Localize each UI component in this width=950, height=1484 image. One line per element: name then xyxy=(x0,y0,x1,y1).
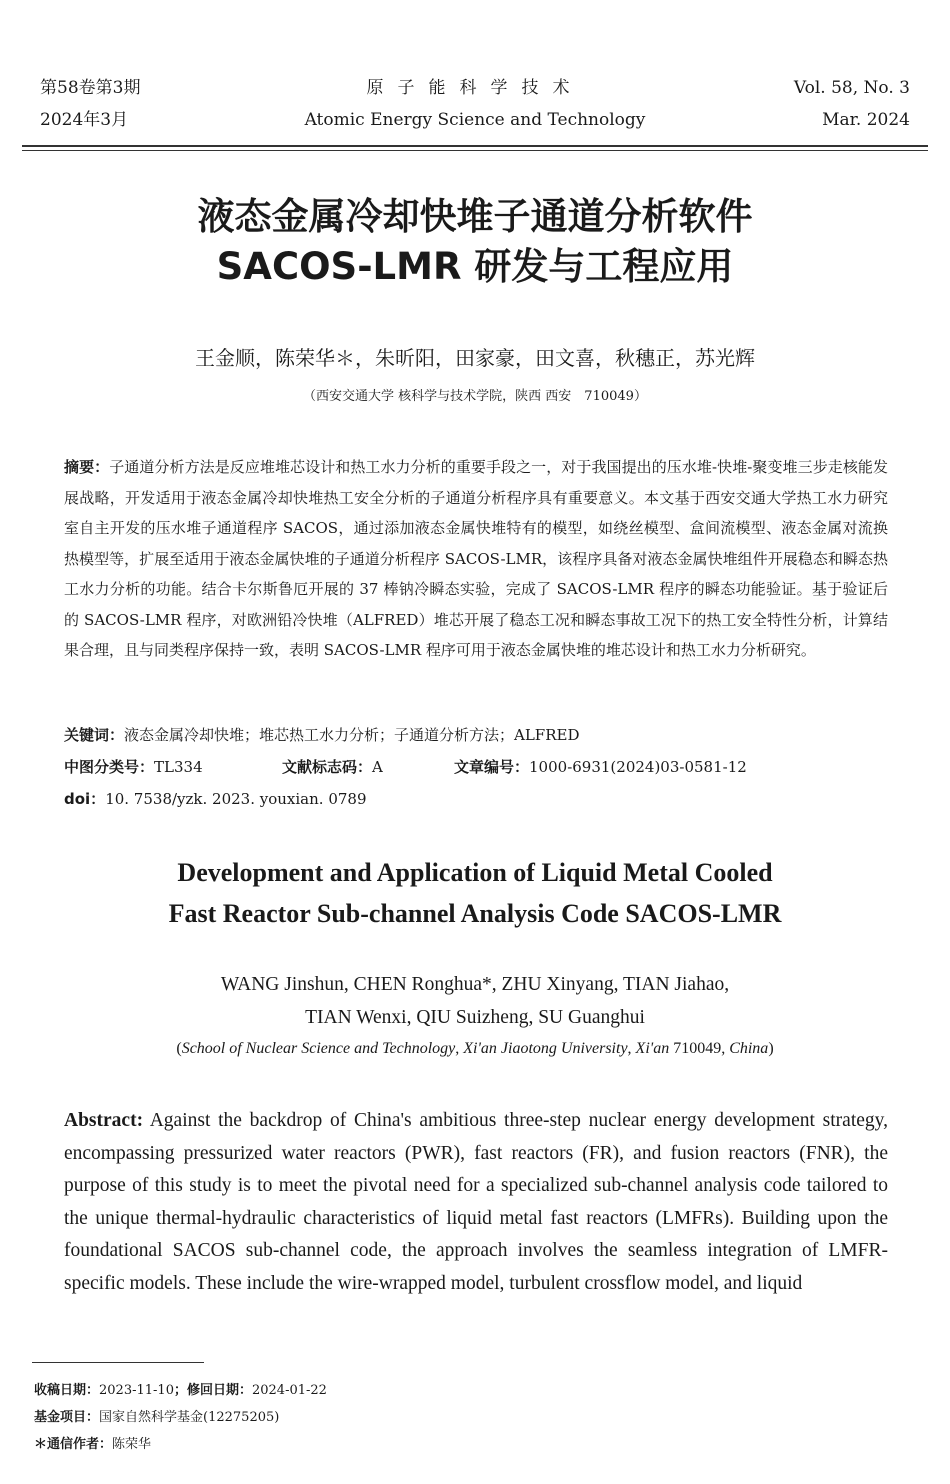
journal-header xyxy=(40,72,910,142)
authors-cn: 王金顺，陈荣华＊，朱昕阳，田家豪，田文喜，秋穗正，苏光辉 xyxy=(195,346,755,370)
affil-country: China xyxy=(729,1040,769,1057)
doi-value: 10. 7538/yzk. 2023. youxian. 0789 xyxy=(105,790,367,808)
abstract-en xyxy=(64,1105,888,1301)
doi-line xyxy=(64,786,367,812)
abstract-en-text: Against the backdrop of China's ambitious three-step nuclear energy development strategy, encompassing pressurized water reactors (PWR), fast reactors (FR), and fusion reactors (FNR), the purpose of this study is to meet the pivotal need for a specialized sub-channel analysis code tailored to the unique thermal-hydraulic characteristics of liquid metal fast reactors (LMFRs). Building upon the foundational SACOS sub-channel code, the approach involves the seamless integration of LMFR-specific models. These include the wire-wrapped model, turbulent crossflow model, and liquid xyxy=(64,1110,888,1294)
journal-name-cn: 原子能科学技术 xyxy=(366,78,584,98)
corresponding-value: 陈荣华 xyxy=(112,1437,152,1452)
received-value: 2023-11-10 xyxy=(99,1383,174,1398)
affil-close: ) xyxy=(768,1040,774,1057)
authors-en-line-1: WANG Jinshun, CHEN Ronghua*, ZHU Xinyang, TIAN Jiahao, xyxy=(220,974,730,995)
footnote-rule xyxy=(32,1362,204,1363)
abstract-cn xyxy=(64,452,888,666)
received-label: 收稿日期： xyxy=(34,1383,100,1398)
abstract-cn-label: 摘要： xyxy=(64,458,110,476)
date-cn: 2024年3月 xyxy=(40,110,129,130)
doi-label: doi： xyxy=(64,790,106,808)
affil-school: School of Nuclear Science and Technology xyxy=(181,1040,456,1057)
title-en xyxy=(0,852,950,934)
volume-cn: 第58卷第3期 xyxy=(40,78,141,98)
affil-univ: Xi'an Jiaotong University xyxy=(463,1040,628,1057)
title-en-line-2: Fast Reactor Sub-channel Analysis Code SACOS-LMR xyxy=(168,899,782,928)
affil-city: Xi'an xyxy=(635,1040,670,1057)
date-en: Mar. 2024 xyxy=(822,110,910,130)
affil-sep-2: , xyxy=(627,1040,636,1057)
volume-en: Vol. 58, No. 3 xyxy=(793,78,910,98)
title-cn-line-1: 液态金属冷却快堆子通道分析软件 xyxy=(197,195,753,238)
article-number-value: 1000-6931(2024)03-0581-12 xyxy=(529,758,747,776)
header-right xyxy=(794,72,910,136)
title-en-line-1: Development and Application of Liquid Metal Cooled xyxy=(177,858,773,887)
doc-code-item xyxy=(282,754,454,780)
journal-name-en: Atomic Energy Science and Technology xyxy=(304,110,646,130)
clc-label: 中图分类号： xyxy=(64,758,155,776)
fund-value: 国家自然科学基金(12275205) xyxy=(99,1410,280,1425)
keywords-text: 液态金属冷却快堆；堆芯热工水力分析；子通道分析方法；ALFRED xyxy=(124,726,580,744)
footnote-dates xyxy=(34,1382,327,1400)
header-rule-thin xyxy=(22,150,928,151)
footnote-fund xyxy=(34,1409,279,1427)
title-cn xyxy=(0,192,950,292)
revised-value: 2024-01-22 xyxy=(251,1383,327,1398)
clc-item xyxy=(64,754,282,780)
footnote-corresponding xyxy=(34,1436,151,1454)
keywords-cn xyxy=(64,722,888,748)
revised-label: ；修回日期： xyxy=(173,1383,252,1398)
affil-sep-1: , xyxy=(455,1040,464,1057)
affiliation-en xyxy=(0,1040,950,1058)
doc-code-value: A xyxy=(372,758,383,776)
abstract-en-label: Abstract: xyxy=(64,1110,144,1131)
header-rule-thick xyxy=(22,145,928,147)
title-cn-line-2: SACOS-LMR 研发与工程应用 xyxy=(216,245,734,288)
abstract-cn-text: 子通道分析方法是反应堆堆芯设计和热工水力分析的重要手段之一，对于我国提出的压水堆-快堆-聚变堆三步走核能发展战略，开发适用于液态金属冷却快堆热工安全分析的子通道分析程序具有重要意义。本文基于西安交通大学热工水力研究室自主开发的压水堆子通道程序 SACOS，通过添加液态金属快堆特有的模型，如绕丝模型、盒间流模型、液态金属对流换热模型等，扩展至适用于液态金属快堆的子通道分析程序 SACOS-LMR，该程序具备对液态金属快堆组件开展稳态和瞬态热工水力分析的功能。结合卡尔斯鲁厄开展的 37 棒钠冷瞬态实验，完成了 SACOS-LMR 程序的瞬态功能验证。基于验证后的 SACOS-LMR 程序，对欧洲铅冷快堆（ALFRED）堆芯开展了稳态工况和瞬态事故工况下的热工安全特性分析，计算结果合理，且与同类程序保持一致，表明 SACOS-LMR 程序可用于液态金属快堆的堆芯设计和热工水力分析研究。 xyxy=(64,458,888,659)
classification-line xyxy=(64,754,888,780)
fund-label: 基金项目： xyxy=(34,1410,100,1425)
clc-value: TL334 xyxy=(154,758,203,776)
affil-rest: 710049, xyxy=(669,1040,730,1057)
affil-open: ( xyxy=(176,1040,182,1057)
affiliation-cn: （西安交通大学 核科学与技术学院，陕西 西安 710049） xyxy=(303,389,647,404)
authors-en-line-2: TIAN Wenxi, QIU Suizheng, SU Guanghui xyxy=(305,1007,645,1028)
doc-code-label: 文献标志码： xyxy=(282,758,373,776)
keywords-label: 关键词： xyxy=(64,726,125,744)
authors-en xyxy=(0,968,950,1034)
corresponding-label: ＊通信作者： xyxy=(34,1437,113,1452)
header-center xyxy=(40,72,910,136)
article-number-label: 文章编号： xyxy=(454,758,530,776)
article-number-item xyxy=(454,754,747,780)
